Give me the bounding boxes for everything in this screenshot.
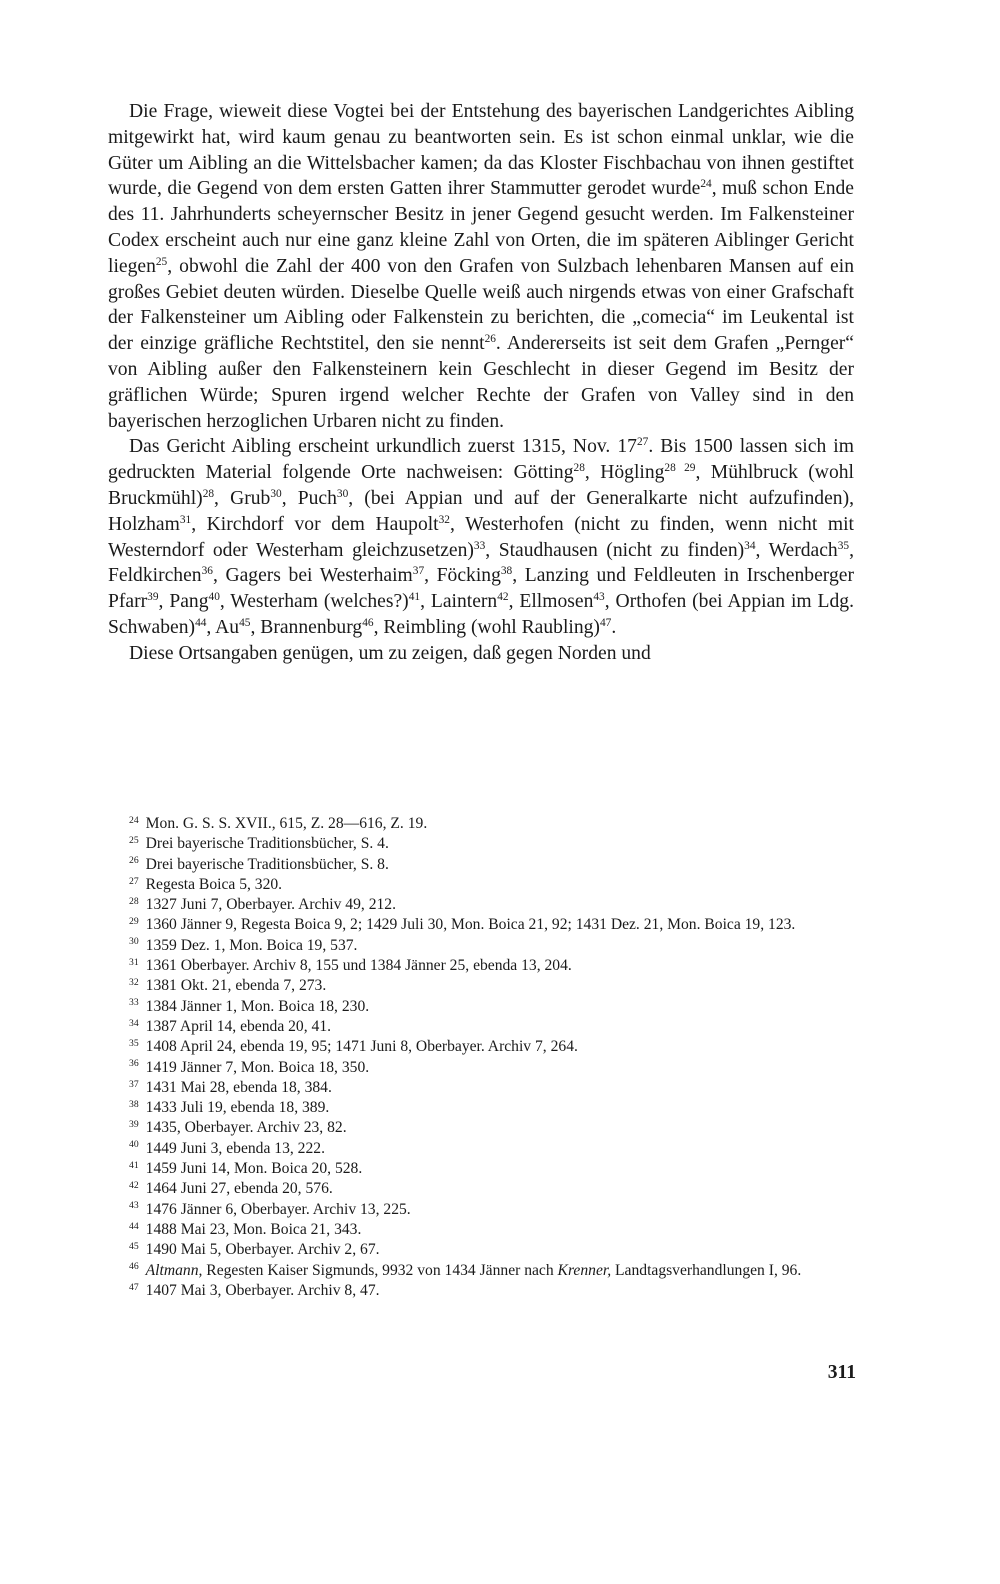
text-run: 1384 Jänner 1, Mon. Boica 18, 230. xyxy=(145,997,370,1015)
footnote-number: 43 xyxy=(129,1200,139,1212)
footnote-number: 38 xyxy=(129,1098,139,1110)
footnote-number: 39 xyxy=(129,1119,139,1131)
text-run: , Mühlbruck (wohl Bruckmühl) xyxy=(108,462,854,509)
footnote-number: 40 xyxy=(129,1139,139,1151)
footnote xyxy=(108,1261,854,1281)
text-run: 1464 Juni 27, ebenda 20, 576. xyxy=(145,1180,333,1198)
text-run: 1359 Dez. 1, Mon. Boica 19, 537. xyxy=(145,936,358,954)
footnote-number: 47 xyxy=(129,1281,139,1293)
footnote-number: 35 xyxy=(129,1037,139,1049)
text-run: , Westerham (welches?) xyxy=(219,591,409,613)
text-run: 1387 April 14, ebenda 20, 41. xyxy=(145,1017,332,1035)
footnote xyxy=(108,1159,854,1179)
footnote xyxy=(108,997,854,1017)
footnote-number: 30 xyxy=(129,936,139,948)
text-run: 1407 Mai 3, Oberbayer. Archiv 8, 47. xyxy=(145,1281,380,1299)
footnote xyxy=(108,1220,854,1240)
footnote-ref: 27 xyxy=(636,436,649,449)
footnote xyxy=(108,1281,854,1301)
page-number: 311 xyxy=(827,1362,856,1383)
footnote xyxy=(108,915,854,935)
footnote-number: 44 xyxy=(129,1220,139,1232)
paragraph xyxy=(108,99,854,434)
footnote-ref: 28 xyxy=(202,487,215,500)
footnote-ref: 24 xyxy=(700,178,712,191)
footnote-number: 46 xyxy=(129,1261,139,1273)
text-run: 1360 Jänner 9, Regesta Boica 9, 2; 1429 Juli 30, Mon. Boica 21, 92; 1431 Dez. 21, Mon. Boica 19, 123. xyxy=(145,916,796,934)
footnote-ref: 34 xyxy=(744,539,756,552)
text-run: 1433 Juli 19, ebenda 18, 389. xyxy=(145,1099,330,1117)
text-run: , Werdach xyxy=(755,539,838,561)
footnote-number: 33 xyxy=(129,997,139,1009)
text-run: , Kirchdorf vor dem Haupolt xyxy=(191,513,439,535)
footnote xyxy=(108,895,854,915)
footnote-ref: 42 xyxy=(497,591,509,604)
footnote-ref: 36 xyxy=(201,565,213,578)
footnote xyxy=(108,1017,854,1037)
footnote-ref: 44 xyxy=(195,616,207,629)
footnote-ref: 46 xyxy=(362,616,374,629)
text-run: Das Gericht Aibling erscheint urkundlich zuerst 1315, Nov. 17 xyxy=(129,436,637,458)
text-run: , Staudhausen (nicht zu finden) xyxy=(485,539,745,561)
text-run: Diese Ortsangaben genügen, um zu zeigen, daß gegen Norden und xyxy=(129,642,651,664)
text-run: Drei bayerische Traditionsbücher, S. 8. xyxy=(145,855,389,873)
main-text xyxy=(108,99,854,667)
text-run: , muß schon Ende des 11. Jahrhunderts scheyernscher Besitz in jener Gegend gesucht werden. Im Falkensteiner Codex erscheint auch nur eine ganz kleine Zahl von Orten, die im späteren Aiblinger Gericht liegen xyxy=(108,178,854,277)
footnote-number: 32 xyxy=(129,977,139,989)
footnote-ref: 32 xyxy=(438,513,450,526)
footnote xyxy=(108,1139,854,1159)
footnote-number: 36 xyxy=(129,1058,139,1070)
text-run: 1459 Juni 14, Mon. Boica 20, 528. xyxy=(145,1160,363,1178)
footnote xyxy=(108,875,854,895)
text-run: 1381 Okt. 21, ebenda 7, 273. xyxy=(145,977,327,995)
text-run: Mon. G. S. S. XVII., 615, Z. 28—616, Z. 19. xyxy=(145,815,428,832)
text-run: , Au xyxy=(206,616,240,638)
text-run: Landtagsverhandlungen I, 96. xyxy=(611,1261,802,1279)
text-run: Regesten Kaiser Sigmunds, 9932 von 1434 Jänner nach xyxy=(202,1261,558,1279)
footnote-ref: 40 xyxy=(208,591,220,604)
footnote xyxy=(108,814,854,834)
footnote-ref: 28 xyxy=(573,462,585,475)
footnote xyxy=(108,1078,854,1098)
text-run: 1361 Oberbayer. Archiv 8, 155 und 1384 Jänner 25, ebenda 13, 204. xyxy=(145,957,572,975)
text-run: 1408 April 24, ebenda 19, 95; 1471 Juni 8, Oberbayer. Archiv 7, 264. xyxy=(145,1038,578,1056)
footnotes xyxy=(108,814,854,1301)
text-run: Drei bayerische Traditionsbücher, S. 4. xyxy=(145,835,389,853)
footnote-ref: 47 xyxy=(599,616,612,629)
footnote xyxy=(108,1179,854,1199)
text-run: , Feldkirchen xyxy=(108,539,854,587)
footnote xyxy=(108,855,854,875)
text-run: . xyxy=(611,616,617,638)
footnote-number: 24 xyxy=(129,814,139,826)
paragraph xyxy=(108,434,854,640)
footnote-number: 37 xyxy=(129,1078,139,1090)
text-run: , Grub xyxy=(214,487,271,509)
footnote-number: 28 xyxy=(129,895,139,907)
text-run: Regesta Boica 5, 320. xyxy=(145,875,283,893)
footnote xyxy=(108,1037,854,1057)
italic-text: Altmann, xyxy=(145,1261,203,1279)
text-run: , Westerhofen (nicht zu finden, wenn nicht mit Westerndorf oder Westerham gleichzusetzen) xyxy=(108,513,854,561)
footnote-ref: 35 xyxy=(837,539,850,552)
footnote xyxy=(108,1240,854,1260)
text-run: , Laintern xyxy=(420,591,498,613)
footnote xyxy=(108,1200,854,1220)
text-run: , Föcking xyxy=(424,565,501,587)
text-run: . Andererseits ist seit dem Grafen „Pernger“ von Aibling außer den Falkensteinern kein Geschlecht in dieser Gegend im Besitz der gräflichen Würde; Spuren irgend welcher Rechte der Grafen von Valley sind in den bayerischen herzoglichen Urbaren nicht zu finden. xyxy=(108,333,854,432)
text-run: , Pang xyxy=(158,591,209,613)
paragraph xyxy=(108,641,854,667)
text-run: , Brannenburg xyxy=(250,616,363,638)
footnote-ref: 33 xyxy=(473,539,486,552)
italic-text: Krenner, xyxy=(557,1261,612,1279)
text-run: , Ellmosen xyxy=(508,591,594,613)
footnote-ref: 30 xyxy=(336,487,349,500)
footnote-number: 41 xyxy=(129,1159,139,1171)
footnote xyxy=(108,1118,854,1138)
text-run: , Orthofen (bei Appian im Ldg. Schwaben) xyxy=(108,591,855,638)
text-run: 1327 Juni 7, Oberbayer. Archiv 49, 212. xyxy=(145,896,396,914)
text-run: , Puch xyxy=(281,487,337,509)
footnote xyxy=(108,936,854,956)
footnote-ref: 43 xyxy=(593,591,605,604)
text-run: 1490 Mai 5, Oberbayer. Archiv 2, 67. xyxy=(145,1241,380,1259)
text-run: . Bis 1500 lassen sich im gedruckten Material folgende Orte nachweisen: Götting xyxy=(108,436,854,484)
text-run: 1419 Jänner 7, Mon. Boica 18, 350. xyxy=(145,1058,370,1076)
footnote-number: 45 xyxy=(129,1240,139,1252)
footnote xyxy=(108,1058,854,1078)
footnote xyxy=(108,976,854,996)
footnote-ref: 39 xyxy=(147,591,159,604)
text-run: 1476 Jänner 6, Oberbayer. Archiv 13, 225. xyxy=(145,1200,411,1218)
text-run: 1488 Mai 23, Mon. Boica 21, 343. xyxy=(145,1220,362,1238)
text-run: 1431 Mai 28, ebenda 18, 384. xyxy=(145,1078,332,1096)
text-run: , Lanzing und Feldleuten in Irschenberger Pfarr xyxy=(108,565,854,613)
footnote-number: 27 xyxy=(129,875,139,887)
footnote-ref: 26 xyxy=(484,333,496,346)
text-run: , (bei Appian und auf der Generalkarte nicht aufzufinden), Holzham xyxy=(108,487,854,535)
text-run: 1449 Juni 3, ebenda 13, 222. xyxy=(145,1139,325,1157)
footnote-number: 26 xyxy=(129,855,139,867)
footnote-number: 25 xyxy=(129,834,139,846)
text-run: 1435, Oberbayer. Archiv 23, 82. xyxy=(145,1119,347,1137)
text-run: , Högling xyxy=(584,462,665,484)
footnote xyxy=(108,1098,854,1118)
footnote-ref: 28 29 xyxy=(664,462,696,475)
footnote-ref: 30 xyxy=(270,487,282,500)
footnote-ref: 38 xyxy=(500,565,513,578)
footnote-ref: 37 xyxy=(412,565,425,578)
footnote-ref: 31 xyxy=(179,513,192,526)
footnote-ref: 45 xyxy=(239,616,251,629)
footnote-number: 42 xyxy=(129,1180,139,1192)
footnote-ref: 41 xyxy=(408,591,421,604)
text-run: , Reimbling (wohl Raubling) xyxy=(373,616,600,638)
text-run: , obwohl die Zahl der 400 von den Grafen von Sulzbach lehenbaren Mansen auf ein großes Gebiet deuten würden. Dieselbe Quelle weiß auch nirgends etwas von einer Grafschaft der Falkensteiner um Aibling oder Falkenstein zu berichten, die „comecia“ im Leukental ist der einzige gräfliche Rechtstitel, den sie nennt xyxy=(108,255,854,355)
footnote xyxy=(108,834,854,854)
footnote-ref: 25 xyxy=(155,255,168,268)
text-run: Die Frage, wieweit diese Vogtei bei der Entstehung des bayerischen Landgerichtes Aibling mitgewirkt hat, wird kaum genau zu beantworten sein. Es ist schon einmal unklar, wie die Güter um Aibling an die Wittelsbacher kamen; da das Kloster Fischbachau von ihnen gestiftet wurde, die Gegend von dem ersten Gatten ihrer Stammutter gerodet wurde xyxy=(108,101,854,200)
text-run: , Gagers bei Westerhaim xyxy=(212,565,413,587)
footnote-number: 29 xyxy=(129,916,139,928)
footnote-number: 31 xyxy=(129,956,139,968)
footnote xyxy=(108,956,854,976)
footnote-number: 34 xyxy=(129,1017,139,1029)
